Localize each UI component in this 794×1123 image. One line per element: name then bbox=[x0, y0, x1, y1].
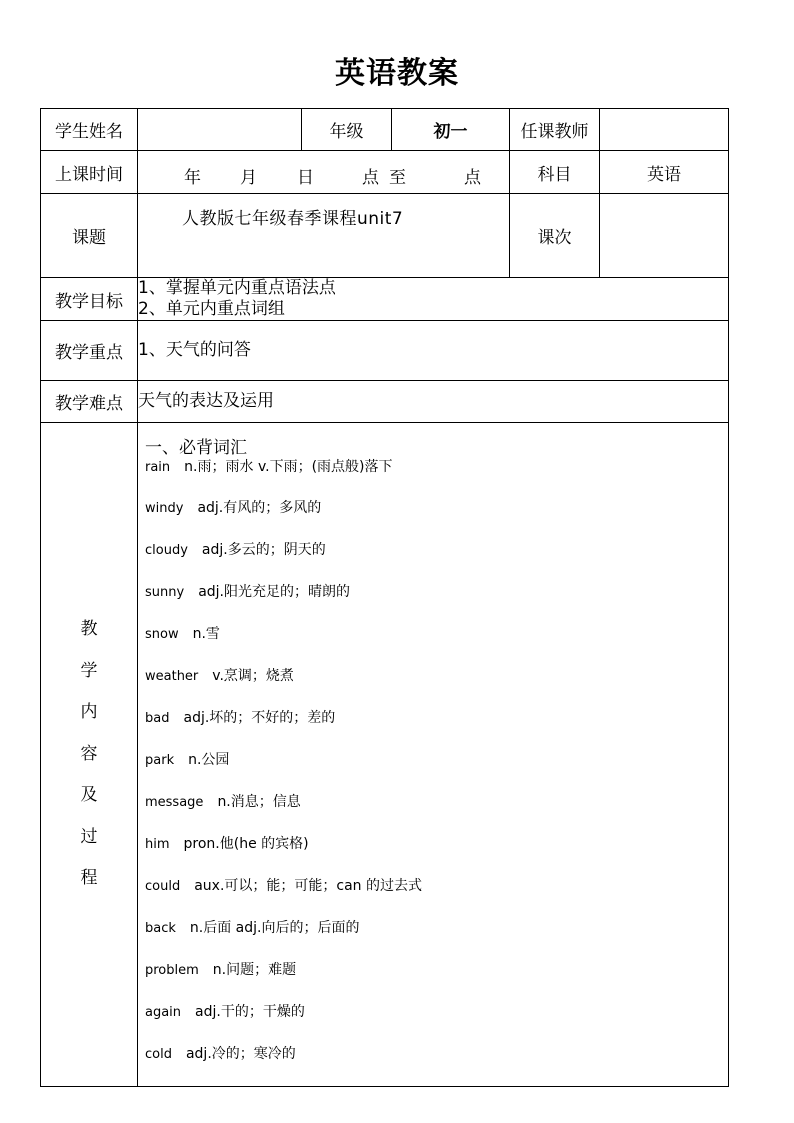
time-day: 日 bbox=[297, 168, 314, 188]
vocab-definition: adj.冷的；寒冷的 bbox=[185, 1046, 296, 1062]
content-label-char: 过 bbox=[80, 826, 98, 847]
time-hour-start: 点 bbox=[362, 168, 379, 188]
vocab-word: problem bbox=[145, 963, 199, 978]
vocab-word: bad bbox=[145, 711, 170, 726]
content-label bbox=[41, 423, 138, 1087]
content-body bbox=[138, 423, 729, 1087]
vocab-definition: adj.坏的；不好的；差的 bbox=[183, 710, 336, 726]
vocab-item bbox=[145, 624, 728, 666]
vocab-item bbox=[145, 498, 728, 540]
topic-cell bbox=[138, 194, 510, 278]
class-time-value bbox=[138, 151, 510, 194]
difficulties-value: 天气的表达及运用 bbox=[138, 381, 729, 423]
content-label-char: 学 bbox=[80, 660, 98, 681]
vocab-item bbox=[145, 708, 728, 750]
section-title: 一、必背词汇 bbox=[145, 438, 247, 458]
row-content bbox=[41, 423, 729, 1087]
vocab-definition: n.雨；雨水 v.下雨；(雨点般)落下 bbox=[184, 459, 393, 475]
vocab-item bbox=[145, 876, 728, 918]
vocab-definition: adj.多云的；阴天的 bbox=[201, 542, 326, 558]
row-key-points bbox=[41, 321, 729, 381]
vocab-item bbox=[145, 540, 728, 582]
subject-value: 英语 bbox=[600, 151, 729, 194]
vocab-definition: n.消息；信息 bbox=[217, 794, 301, 810]
teacher-value bbox=[600, 109, 729, 151]
vocab-item bbox=[145, 666, 728, 708]
content-label-char: 及 bbox=[80, 785, 98, 806]
vocab-definition: n.问题；难题 bbox=[212, 962, 297, 978]
grade-label: 年级 bbox=[302, 109, 392, 151]
vocab-definition: n.雪 bbox=[192, 626, 220, 642]
subject-label: 科目 bbox=[510, 151, 600, 194]
time-month: 月 bbox=[240, 168, 257, 188]
vocab-definition: adj.干的；干燥的 bbox=[195, 1004, 305, 1020]
key-points-value: 1、天气的问答 bbox=[138, 321, 729, 381]
time-year: 年 bbox=[184, 168, 201, 188]
row-topic bbox=[41, 194, 729, 278]
vocab-item bbox=[145, 1002, 728, 1044]
session-label: 课次 bbox=[510, 194, 600, 278]
vocab-word: him bbox=[145, 837, 170, 852]
row-difficulties bbox=[41, 381, 729, 423]
row-time bbox=[41, 151, 729, 194]
vocab-definition: adj.有风的；多风的 bbox=[197, 500, 322, 516]
vocab-item bbox=[145, 792, 728, 834]
time-hour-end: 点 bbox=[464, 168, 481, 188]
vocab-word: sunny bbox=[145, 585, 185, 600]
vocab-definition: aux.可以；能；可能；can 的过去式 bbox=[194, 878, 423, 894]
vocab-item bbox=[145, 918, 728, 960]
student-name-value bbox=[138, 109, 302, 151]
vocab-item bbox=[145, 582, 728, 624]
goal-item: 1、掌握单元内重点语法点 bbox=[138, 278, 336, 298]
vocab-word: cloudy bbox=[145, 543, 188, 558]
vocab-definition: v.烹调；烧煮 bbox=[212, 668, 294, 684]
student-name-label: 学生姓名 bbox=[41, 109, 138, 151]
session-value bbox=[600, 194, 729, 278]
vocab-definition: n.公园 bbox=[188, 752, 230, 768]
vocab-definition: n.后面 adj.向后的；后面的 bbox=[189, 920, 360, 936]
vocab-item bbox=[145, 457, 728, 498]
lesson-plan-table bbox=[40, 108, 729, 1087]
teaching-goals-label: 教学目标 bbox=[41, 278, 138, 321]
vocab-word: snow bbox=[145, 627, 179, 642]
vocab-word: weather bbox=[145, 669, 199, 684]
vocab-item bbox=[145, 750, 728, 792]
content-label-char: 容 bbox=[80, 743, 98, 764]
class-time-label: 上课时间 bbox=[41, 151, 138, 194]
time-to: 至 bbox=[389, 168, 406, 188]
vocab-item bbox=[145, 834, 728, 876]
teaching-goals-value bbox=[138, 278, 729, 321]
vocab-word: back bbox=[145, 921, 176, 936]
document-title: 英语教案 bbox=[335, 56, 459, 91]
vocab-item bbox=[145, 1044, 728, 1086]
vocab-word: windy bbox=[145, 501, 184, 516]
vocab-item bbox=[145, 960, 728, 1002]
vocab-word: rain bbox=[145, 460, 171, 475]
key-points-label: 教学重点 bbox=[41, 321, 138, 381]
vocab-definition: adj.阳光充足的；晴朗的 bbox=[198, 584, 350, 600]
content-label-char: 教 bbox=[80, 619, 98, 640]
topic-value: 人教版七年级春季课程unit7 bbox=[182, 209, 404, 229]
goal-item: 2、单元内重点词组 bbox=[138, 299, 285, 319]
content-label-char: 内 bbox=[80, 702, 98, 723]
row-goals bbox=[41, 278, 729, 321]
vocab-word: message bbox=[145, 795, 204, 810]
row-student bbox=[41, 109, 729, 151]
vocab-word: park bbox=[145, 753, 175, 768]
vocab-word: cold bbox=[145, 1047, 172, 1062]
vocab-word: again bbox=[145, 1005, 182, 1020]
grade-value: 初一 bbox=[392, 109, 510, 151]
content-label-char: 程 bbox=[80, 868, 98, 889]
topic-label: 课题 bbox=[41, 194, 138, 278]
teacher-label: 任课教师 bbox=[510, 109, 600, 151]
difficulties-label: 教学难点 bbox=[41, 381, 138, 423]
vocab-word: could bbox=[145, 879, 181, 894]
vocab-list bbox=[145, 457, 728, 1086]
vocab-definition: pron.他(he 的宾格) bbox=[183, 836, 309, 852]
